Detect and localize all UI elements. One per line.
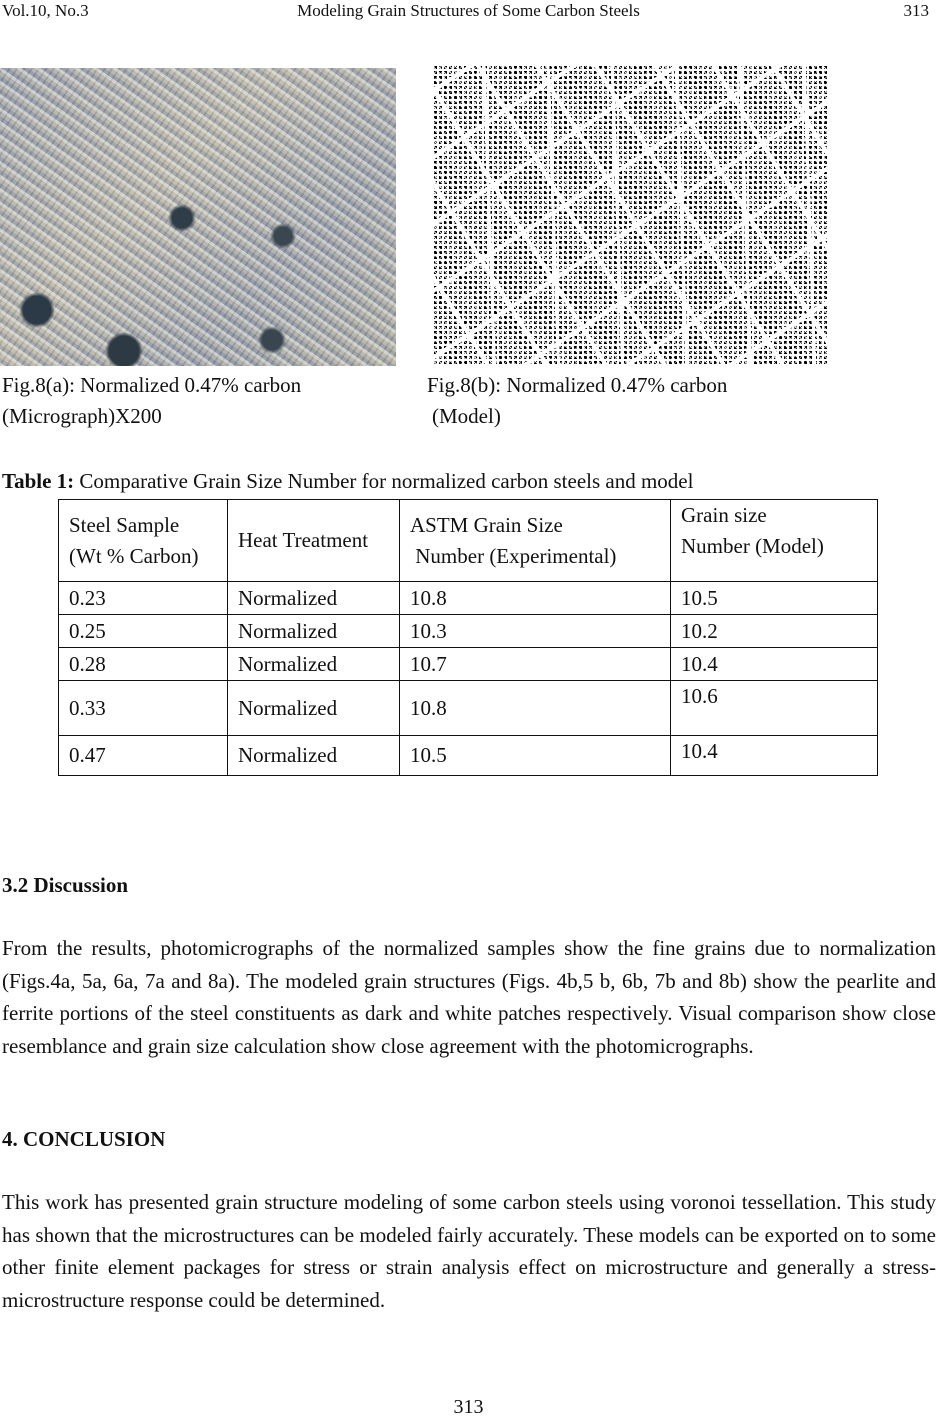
figure-8a-micrograph-image: [0, 68, 396, 366]
running-header-page-number: 313: [903, 1, 929, 20]
header-line: Number (Model): [681, 534, 824, 558]
table-row: [59, 582, 878, 615]
header-line: Steel Sample: [69, 512, 180, 537]
table-cell: Normalized: [228, 615, 400, 648]
running-header-title: Modeling Grain Structures of Some Carbon Steels: [297, 1, 640, 20]
table-1-title-text: Comparative Grain Size Number for normalized carbon steels and model: [74, 469, 694, 493]
table-cell: Normalized: [228, 648, 400, 681]
table-header-cell: [59, 500, 228, 582]
table-cell: 0.33: [59, 681, 228, 736]
grain-size-table: [58, 499, 878, 776]
figure-8b-caption: [427, 370, 727, 432]
table-1-title: [2, 468, 693, 494]
table-header-cell: [400, 500, 671, 582]
table-cell: 10.2: [671, 615, 878, 648]
table-cell: 10.4: [671, 736, 878, 776]
figure-8b-texture: [432, 66, 828, 366]
table-cell: Normalized: [228, 681, 400, 736]
table-cell: 10.7: [400, 648, 671, 681]
discussion-paragraph: From the results, photomicrographs of the normalized samples show the fine grains due to normalization (Figs.4a, 5a, 6a, 7a and 8a). The modeled grain structures (Figs. 4b,5 b, 6b, 7b and 8b) show the pearlite and ferrite portions of the steel constituents as dark and white patches respectively. Visual comparison show close resemblance and grain size calculation show close agreement with the photomicrographs.: [2, 936, 936, 1058]
table-cell: 10.5: [400, 736, 671, 776]
table-row: [59, 648, 878, 681]
table-cell: 0.28: [59, 648, 228, 681]
figure-8b-caption-line1: Fig.8(b): Normalized 0.47% carbon: [427, 373, 728, 397]
table-cell: 10.6: [671, 681, 878, 736]
figure-8a-caption: [2, 370, 301, 432]
running-header-volume: Vol.10, No.3: [2, 1, 89, 20]
table-cell: 0.23: [59, 582, 228, 615]
table-header-cell: [228, 500, 400, 582]
figure-8b-model-image: [432, 66, 828, 366]
table-header-cell: [671, 500, 878, 582]
table-cell: 10.4: [671, 648, 878, 681]
table-row: [59, 681, 878, 736]
figure-8a-caption-line1: Fig.8(a): Normalized 0.47% carbon: [2, 373, 302, 397]
table-cell: 10.5: [671, 582, 878, 615]
discussion-heading: 3.2 Discussion: [2, 873, 129, 897]
header-line: Number (Experimental): [410, 543, 617, 568]
figure-8b-caption-line2: (Model): [432, 404, 501, 428]
footer-page-number: 313: [453, 1396, 484, 1418]
header-line: Heat Treatment: [238, 528, 369, 552]
header-line: (Wt % Carbon): [69, 543, 199, 568]
table-cell: 0.47: [59, 736, 228, 776]
header-line: ASTM Grain Size: [410, 512, 563, 537]
header-line: Grain size: [681, 503, 767, 527]
figure-8a-caption-line2: (Micrograph)X200: [2, 404, 162, 428]
table-cell: Normalized: [228, 736, 400, 776]
table-cell: Normalized: [228, 582, 400, 615]
table-cell: 10.8: [400, 681, 671, 736]
conclusion-paragraph: This work has presented grain structure modeling of some carbon steels using voronoi tessellation. This study has shown that the microstructures can be modeled fairly accurately. These models can be exported on to some other finite element packages for stress or strain analysis effect on microstructure and generally a stress-microstructure response could be determined.: [2, 1190, 936, 1312]
conclusion-heading: 4. CONCLUSION: [2, 1127, 166, 1151]
table-cell: 10.8: [400, 582, 671, 615]
table-row: [59, 736, 878, 776]
table-row: [59, 615, 878, 648]
table-cell: 10.3: [400, 615, 671, 648]
table-header-row: [59, 500, 878, 582]
table-1-label: Table 1:: [2, 469, 75, 493]
table-cell: 0.25: [59, 615, 228, 648]
